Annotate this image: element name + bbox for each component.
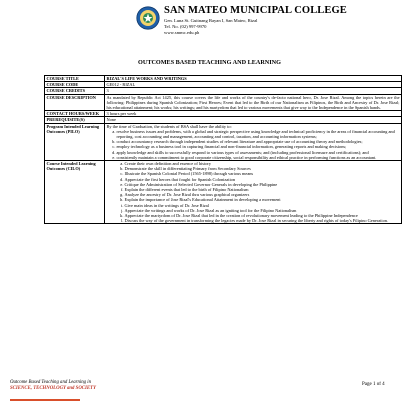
college-website: www.smmc.edu.ph (164, 30, 200, 35)
cilo-item: a. Create their own definition and essence of history (125, 161, 400, 166)
course-description-label: COURSE DESCRIPTION (45, 94, 105, 111)
footer-line-1: Outcome Based Teaching and Learning in (10, 380, 91, 385)
course-code-value: GE012 - RIZAL (105, 82, 402, 88)
document-title: OUTCOMES BASED TEACHING AND LEARNING (138, 59, 281, 66)
prerequisites-value: None (105, 117, 402, 123)
cilo-item: g. Analyze the ancestry of Dr. Jose Rizal thru various graphical organizers (125, 192, 400, 197)
cilo-item: f. Explain the different events that led to the birth of Filipino Nationalism (125, 187, 400, 192)
pilo-row (45, 123, 402, 160)
course-description-row (45, 94, 402, 111)
footer-branding (10, 380, 96, 392)
cilo-item: j. Appreciate the writings and works of Dr. Jose Rizal as an igniting tool for the Filipino Nationalism (125, 208, 400, 213)
college-name: SAN MATEO MUNICIPAL COLLEGE (164, 5, 347, 16)
footer-accent-bar (10, 399, 80, 401)
college-seal-logo (136, 6, 160, 30)
page-number: Page 1 of 4 (362, 382, 385, 387)
pilo-item: b. conduct accountancy research through independent studies of relevant literature and appropriate use of accounting theory and methodologies; (117, 139, 400, 144)
prerequisites-label: PREREQUISITE(S) (45, 117, 105, 123)
cilo-item: l. Discuss the way of the government in transforming the legacies made by Dr. Jose Rizal in securing the liberty and rights of today's Filipino Generation. (125, 218, 400, 223)
pilo-item: d. apply knowledge and skills to successfully respond to various types of assessments; and (including professional licensure and certifications); and (117, 150, 400, 155)
course-credits-value: 3 (105, 88, 402, 94)
cilo-item: c. Illustrate the Spanish Colonial Period (1565-1898) through various means (125, 171, 400, 176)
pilo-content (105, 123, 402, 160)
cilo-list (107, 161, 400, 223)
cilo-item: b. Demonstrate the skill in differentiating Primary from Secondary Sources (125, 166, 400, 171)
cilo-label: Course Intended Learning Outcomes (CILO) (45, 161, 105, 224)
pilo-item: c. employ technology as a business tool in capturing financial and non-financial information, generating reports and making decisions; (117, 144, 400, 149)
cilo-item: i. Give main ideas in the writings of Dr. Jose Rizal (125, 203, 400, 208)
footer-line-2: SCIENCE, TECHNOLOGY and SOCIETY (10, 385, 96, 391)
pilo-item: a. resolve business issues and problems, with a global and strategic perspective using knowledge and technical proficiency in the areas of financial accounting and reporting, cost accounting and management, accounting and control, taxation, and accounting information systems; (117, 129, 400, 139)
cilo-item: e. Critique the Administration of Selected Governor Generals in developing the Philippine (125, 182, 400, 187)
course-info-table (44, 75, 402, 224)
contact-hours-value: 3 hours per week (105, 111, 402, 117)
course-credits-label: COURSE CREDITS (45, 88, 105, 94)
college-address: Gen. Luna St. Guitnang Bayan I, San Mateo, Rizal (164, 18, 258, 23)
pilo-intro: By the time of Graduation, the students of BSA shall have the ability to: (106, 123, 232, 129)
college-telephone: Tel. No. (02) 997-9970 (164, 24, 207, 29)
cilo-item: h. Explain the importance of Jose Rizal's Educational Attainment in developing a movement (125, 197, 400, 202)
pilo-item: e. consistently maintain a commitment to good corporate citizenship, social responsibility and ethical practice in performing functions as an accountant. (117, 155, 400, 160)
pilo-list (107, 129, 400, 160)
contact-hours-label: CONTACT HOURS/WEEK (45, 111, 105, 117)
course-title-label: COURSE TITLE (45, 76, 105, 82)
course-description-value: As mandated by Republic Act 1425, this course covers the life and works of the country's de-facto national hero, Dr. Jose Rizal. Among the topics herein are the following: Philippines during Spanish Colonization; First Heroes; Event that led to the Birth of our Nationalism as Filipinos, the Birth and Ancestry of Dr. Jose Rizal; his educational attainment; his works; his writings; and his martyrdom that led to various movements that give way to the Independence in the Spanish hands. (106, 94, 400, 111)
cilo-item: k. Appreciate the martyrdom of Dr. Jose Rizal that led in the creation of revolutionary movement leading to the Philippine Independence (125, 213, 400, 218)
page-header (0, 0, 419, 62)
course-title-value: RIZAL'S LIFE WORKS AND WRITINGS (105, 76, 402, 82)
pilo-label: Program Intended Learning Outcomes (PILO) (45, 123, 105, 160)
cilo-row (45, 161, 402, 224)
course-code-label: COURSE CODE (45, 82, 105, 88)
cilo-item: d. Appreciate the first heroes that fought for Spanish Colonization (125, 177, 400, 182)
cilo-content (105, 161, 402, 224)
